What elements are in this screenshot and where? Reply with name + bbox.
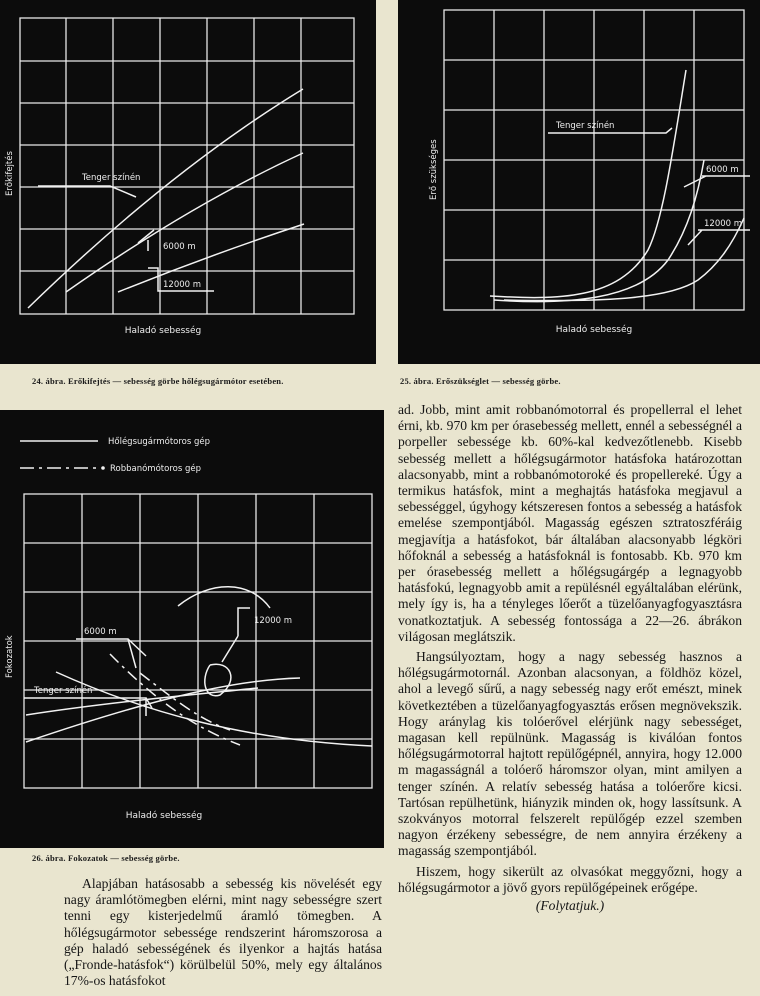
figure-25-leader-12000 [688,230,750,245]
paragraph-right-2: Hangsúlyoztam, hogy a nagy sebesség hasznos a hőlégsugármotornál. Azonban alacsonyan, a földhöz közel, ahol a levegő sűrű, a nagy sebesség nagy erőt emészt, minek következtében a tüzelőanyagfogyasztás erősen megnövekszik. Hogy aránylag kis tolóerővel elérjünk nagy sebességet, magasan kell repülnünk. Magasság is kiválóan fontos hőlégsugármotorral hajtott repülőgépnél, annyira, hogy 12.000 m magasságnál a tolóerő háromszor olyan, mint amilyen a tenger színén. A relatív sebesség hatása a tolóerőre kicsi. Tartósan repülhetünk, hiányzik minden ok, hogy lassítsunk. A szokványos motorral felszerelt repülőgép ezzel szemben nagyon érzékeny sebességre, de nem annyira érzékeny a magasság szempontjából. [398,649,742,859]
figure-25-caption: 25. ábra. Erőszükséglet — sebesség görbe. [400,376,561,386]
figure-24-curve-12000m [118,224,304,292]
figure-26 [0,410,384,848]
figure-26-label-12000m: 12000 m [254,616,293,626]
text-column-right [398,402,742,914]
figure-24-grid [20,18,354,314]
figure-26-caption: 26. ábra. Fokozatok — sebesség görbe. [32,853,180,863]
figure-26-label-sea-level: Tenger színén [34,686,93,696]
continued-note: (Folytatjuk.) [535,898,605,914]
figure-26-legend [20,436,210,474]
figure-24-leader-6000 [138,230,154,251]
figure-26-jet-12000m [56,672,372,746]
figure-24-curve-sea-level [28,89,303,308]
figure-26-leader-6000 [76,639,146,668]
figure-25-chart [398,0,760,364]
figure-24-label-12000m: 12000 m [163,280,202,290]
figure-26-leader-12000 [222,608,250,662]
figure-25-x-axis-label: Haladó sebesség [555,325,633,335]
legend-label-jet: Hőlégsugármótoros gép [108,437,211,447]
figure-25-label-sea-level: Tenger színén [556,121,615,131]
figure-24 [0,0,376,364]
figure-24-x-axis-label: Haladó sebesség [124,326,202,336]
figure-24-chart [0,0,376,364]
figure-25-grid [444,10,744,310]
figure-24-y-axis-label: Erőkifejtés [5,151,15,196]
figure-25-curve-sea-level [490,70,686,298]
figure-25 [398,0,760,364]
figure-26-label-6000m: 6000 m [84,627,117,637]
figure-25-y-axis-label: Erő szükséges [429,139,439,200]
figure-24-caption: 24. ábra. Erőkifejtés — sebesség görbe hőlégsugármótor esetében. [32,376,284,386]
legend-label-piston: Robbanómótoros gép [110,464,201,474]
figure-26-x-axis-label: Haladó sebesség [125,811,203,821]
figure-25-curve-6000m [494,160,704,302]
figure-26-grid [24,494,372,788]
figure-24-label-6000m: 6000 m [163,242,196,252]
figure-26-piston-6000m [140,673,230,730]
figure-24-label-sea-level: Tenger színén [82,173,141,183]
figure-25-label-6000m: 6000 m [706,165,739,175]
figure-26-chart [0,410,384,848]
paragraph-left: Alapjában hatásosabb a sebesség kis növelését egy nagy áramlótömegben elérni, mint nagy sebességre szert tenni egy kisterjedelmű áramló tömegben. A hőlégsugármotor sebessége rendszerint háromszorosa a gép haladó sebességének és ilyenkor a hajtás hatása („Fronde-hatásfok“) körülbelül 50%, mely egy általános 17%-os hatásfokot [64,876,382,989]
figure-26-y-axis-label: Fokozatok [5,635,15,678]
paragraph-right-1: ad. Jobb, mint amit robbanómotorral és propellerral el lehet érni, kb. 970 km per órasebesség mellett, ennél a sebességnél a porpeller sebessége kb. 60%-kal kedvezőtlenebb. Kisebb sebesség mellett a hőlégsugármotor hatásfoka határozottan alacsonyabb, mint a robbanómotoroké és propellereké. Úgy a termikus hatásfok, mint a meghajtás hatásfoka megjavul a sebességgel, úgyhogy kétszeresen fontos a sebesség a hatásfok emelése szempontjából. Magasság egészen sztratoszféráig megjavítja a hatásfokot, bár általában alacsonyabb légköri hőfoknál a sebesség a hatásfoknál is fontosabb. Kb. 970 km per órasebesség mellett a hőlégsugárgép a legnagyobb hatásfokú, legnagyobb amit a repülésnél egyáltalában elérünk, mely így is, ha a tényleges lőerőt a tüzelőanyagfogyasztásra vonatkoztatjuk. A sebesség fontossága a 22—26. ábrákon világosan meglátszik. [398,402,742,644]
figure-25-label-12000m: 12000 m [704,219,743,229]
paragraph-right-3: Hiszem, hogy sikerült az olvasókat meggyőzni, hogy a hőlégsugármotor a jövő gyors repülőgépeinek erőgépe. [398,863,742,895]
text-column-left [64,876,382,989]
